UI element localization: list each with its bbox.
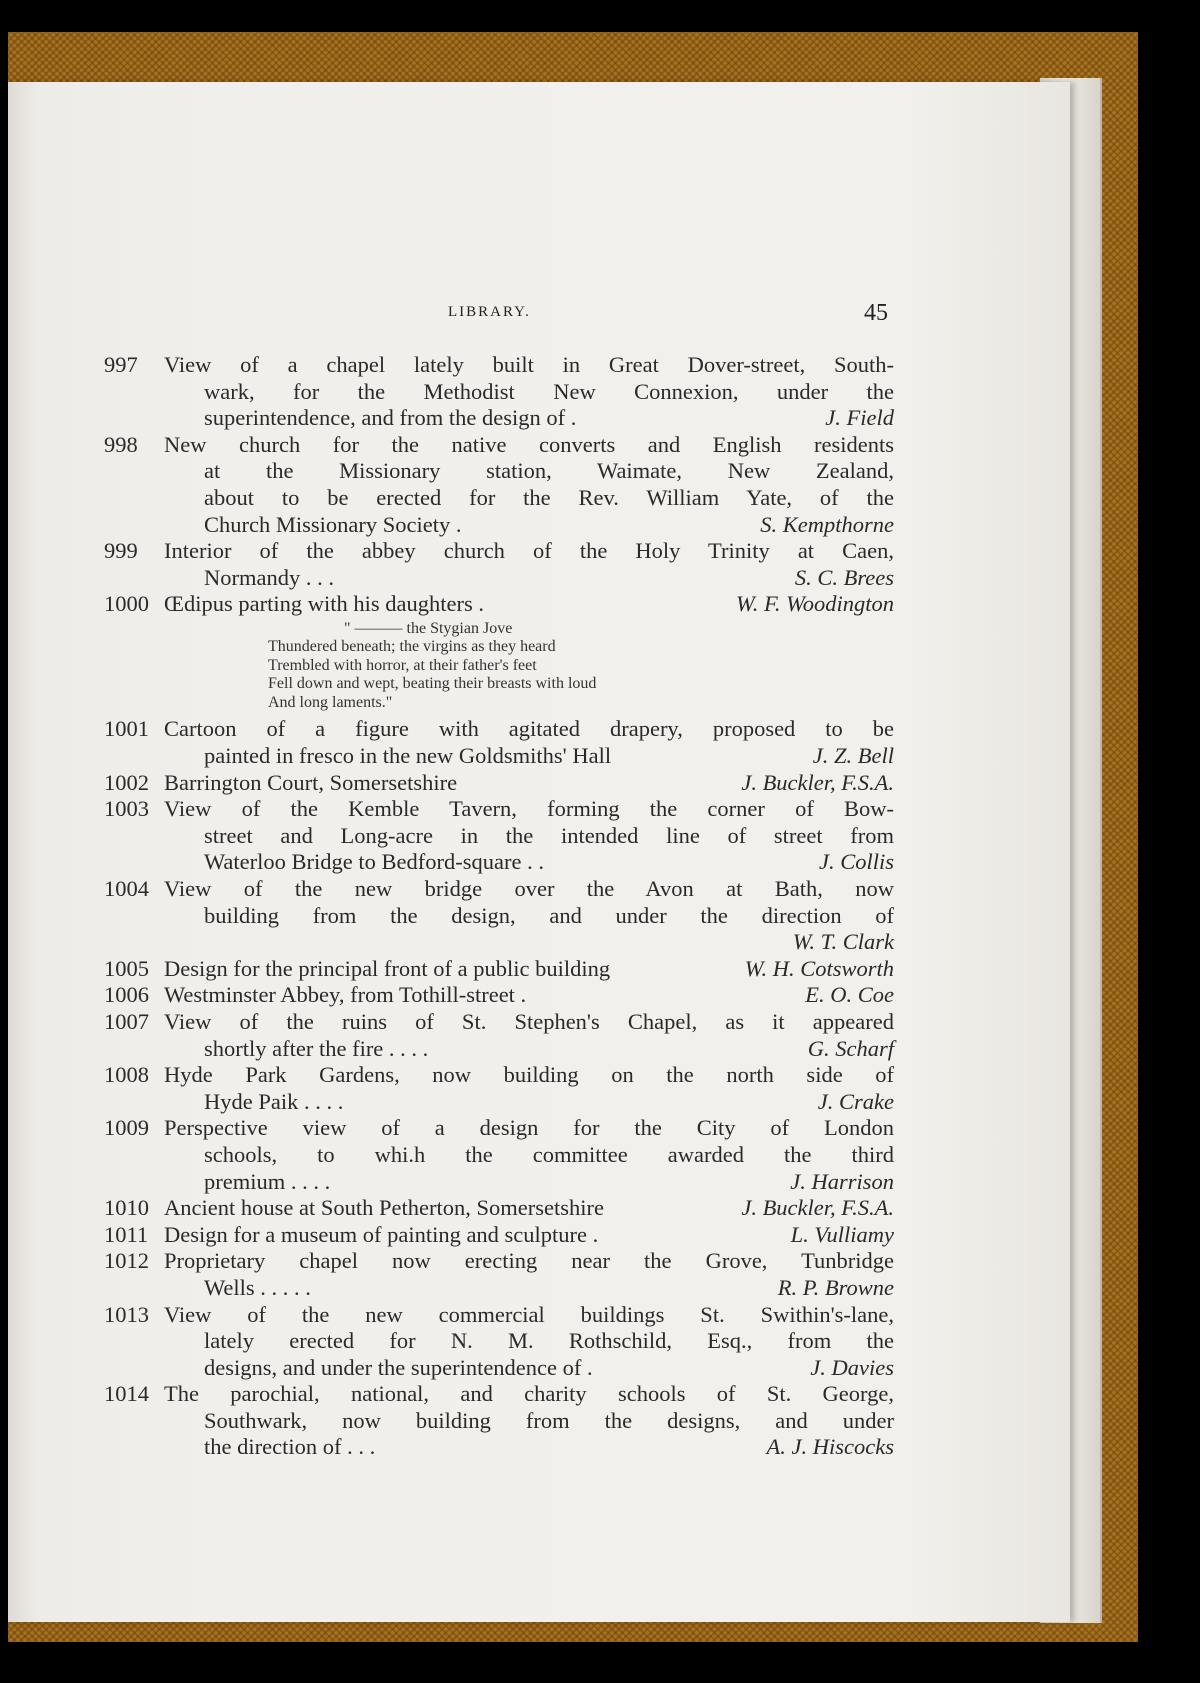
catalogue-entry (104, 1302, 894, 1382)
catalogue-entry (104, 591, 894, 712)
entry-line: painted in fresco in the new Goldsmiths' Hall J. Z. Bell (204, 743, 894, 769)
entry-line: building from the design, and under the direction of (204, 902, 894, 928)
entry-line: at the Missionary station, Waimate, New Zealand, (204, 458, 894, 484)
entry-number: 1005 (104, 955, 149, 981)
quote-line: Trembled with horror, at their father's feet (268, 656, 537, 674)
catalogue-entry (104, 716, 894, 769)
entry-author: A. J. Hiscocks (766, 1434, 894, 1460)
entry-line: Waterloo Bridge to Bedford-square . . J. Collis (204, 849, 894, 875)
quote-line: And long laments." (268, 693, 393, 711)
entry-author: J. Collis (818, 849, 894, 875)
entry-author: J. Crake (817, 1088, 894, 1114)
entry-line: Normandy . . . S. C. Brees (204, 564, 894, 590)
entry-line: 1003 View of the Kemble Tavern, forming the corner of Bow- (104, 796, 894, 822)
entry-author: W. T. Clark (792, 929, 894, 955)
catalogue-entry (104, 956, 894, 983)
entry-number: 997 (104, 352, 138, 377)
entry-line: 1009 Perspective view of a design for the City of London (104, 1115, 894, 1141)
entry-line: 999 Interior of the abbey church of the Holy Trinity at Caen, (104, 538, 894, 564)
entry-line: designs, and under the superintendence of . J. Davies (204, 1354, 894, 1380)
quote-line: Thundered beneath; the virgins as they heard (268, 638, 556, 656)
entry-line: 1013 View of the new commercial buildings St. Swithin's-lane, (104, 1301, 894, 1327)
entry-line: street and Long-acre in the intended line of street from (204, 822, 894, 848)
running-head: LIBRARY. (448, 304, 531, 320)
entry-author: G. Scharf (807, 1035, 894, 1061)
entry-number: 1002 (104, 769, 149, 795)
entry-line: wark, for the Methodist New Connexion, under the (204, 378, 894, 404)
catalogue-entry (104, 1009, 894, 1062)
entry-line: 1004 View of the new bridge over the Avon at Bath, now (104, 876, 894, 901)
catalogue-entry (104, 1062, 894, 1115)
catalogue-list (104, 352, 894, 1461)
entry-line: 1006 Westminster Abbey, from Tothill-street . E. O. Coe (104, 982, 894, 1008)
quote-line: Fell down and wept, beating their breasts with loud (268, 675, 597, 693)
entry-number: 1004 (104, 876, 149, 901)
entry-line: 1010 Ancient house at South Petherton, Somersetshire J. Buckler, F.S.A. (104, 1195, 894, 1221)
entry-line: 1014 The parochial, national, and charity schools of St. George, (104, 1381, 894, 1407)
catalogue-entry (104, 876, 894, 956)
entry-line: Wells . . . . . R. P. Browne (204, 1274, 894, 1300)
entry-line: Hyde Paik . . . . J. Crake (204, 1088, 894, 1114)
catalogue-entry (104, 770, 894, 797)
book-page (8, 82, 1070, 1622)
entry-number: 999 (104, 538, 138, 564)
entry-line: 1007 View of the ruins of St. Stephen's Chapel, as it appeared (104, 1008, 894, 1034)
entry-author: J. Davies (810, 1354, 894, 1380)
entry-author: E. O. Coe (805, 982, 894, 1008)
verse-quotation (104, 620, 894, 713)
entry-line: the direction of . . . A. J. Hiscocks (204, 1434, 894, 1460)
entry-line: 997 View of a chapel lately built in Great Dover-street, South- (104, 352, 894, 377)
catalogue-entry (104, 1248, 894, 1301)
catalogue-entry (104, 538, 894, 591)
entry-number: 1008 (104, 1062, 149, 1088)
entry-author: J. Field (825, 405, 894, 431)
entry-line: about to be erected for the Rev. William Yate, of the (204, 484, 894, 510)
entry-author: W. H. Cotsworth (744, 955, 894, 981)
entry-number: 1006 (104, 982, 149, 1008)
entry-author: J. Buckler, F.S.A. (741, 1195, 894, 1221)
entry-line: 1008 Hyde Park Gardens, now building on the north side of (104, 1062, 894, 1088)
entry-number: 1011 (104, 1221, 149, 1247)
entry-line: shortly after the fire . . . . G. Scharf (204, 1035, 894, 1061)
catalogue-entry (104, 1115, 894, 1195)
entry-line: 1000 Œdipus parting with his daughters . W. F. Woodington (104, 591, 894, 617)
page-number: 45 (864, 300, 888, 326)
entry-number: 1003 (104, 796, 149, 822)
entry-number: 1014 (104, 1381, 149, 1407)
entry-line: 1002 Barrington Court, Somersetshire J. Buckler, F.S.A. (104, 769, 894, 795)
entry-line: schools, to whi.h the committee awarded the third (204, 1141, 894, 1167)
entry-number: 1009 (104, 1115, 149, 1141)
entry-author: J. Z. Bell (812, 743, 894, 769)
entry-line: lately erected for N. M. Rothschild, Esq., from the (204, 1328, 894, 1354)
quote-line: " ——— the Stygian Jove (344, 619, 513, 637)
catalogue-entry (104, 432, 894, 538)
entry-author: W. F. Woodington (736, 591, 894, 617)
entry-line: premium . . . . J. Harrison (204, 1168, 894, 1194)
entry-line (104, 929, 894, 956)
catalogue-entry (104, 352, 894, 432)
entry-number: 1001 (104, 716, 149, 742)
entry-line: Southwark, now building from the designs, and under (204, 1407, 894, 1433)
entry-line: Church Missionary Society . S. Kempthorne (204, 511, 894, 537)
catalogue-entry (104, 982, 894, 1009)
entry-line: 1011 Design for a museum of painting and sculpture . L. Vulliamy (104, 1221, 894, 1247)
catalogue-entry (104, 1222, 894, 1249)
entry-line: 1001 Cartoon of a figure with agitated drapery, proposed to be (104, 716, 894, 742)
entry-line: superintendence, and from the design of . J. Field (204, 405, 894, 431)
entry-author: L. Vulliamy (790, 1221, 894, 1247)
entry-line: 998 New church for the native converts and English residents (104, 431, 894, 457)
entry-author: R. P. Browne (777, 1274, 894, 1300)
catalogue-entry (104, 1195, 894, 1222)
entry-line: 1012 Proprietary chapel now erecting near the Grove, Tunbridge (104, 1248, 894, 1274)
entry-author: J. Harrison (790, 1168, 894, 1194)
entry-number: 1007 (104, 1008, 149, 1034)
entry-number: 1010 (104, 1195, 149, 1221)
catalogue-entry (104, 1381, 894, 1461)
entry-number: 1000 (104, 591, 149, 617)
entry-author: J. Buckler, F.S.A. (741, 769, 894, 795)
entry-number: 998 (104, 431, 138, 457)
entry-author: S. C. Brees (794, 564, 894, 590)
entry-line: 1005 Design for the principal front of a public building W. H. Cotsworth (104, 955, 894, 981)
entry-number: 1012 (104, 1248, 149, 1274)
entry-author: S. Kempthorne (760, 511, 894, 537)
entry-number: 1013 (104, 1301, 149, 1327)
catalogue-entry (104, 796, 894, 876)
